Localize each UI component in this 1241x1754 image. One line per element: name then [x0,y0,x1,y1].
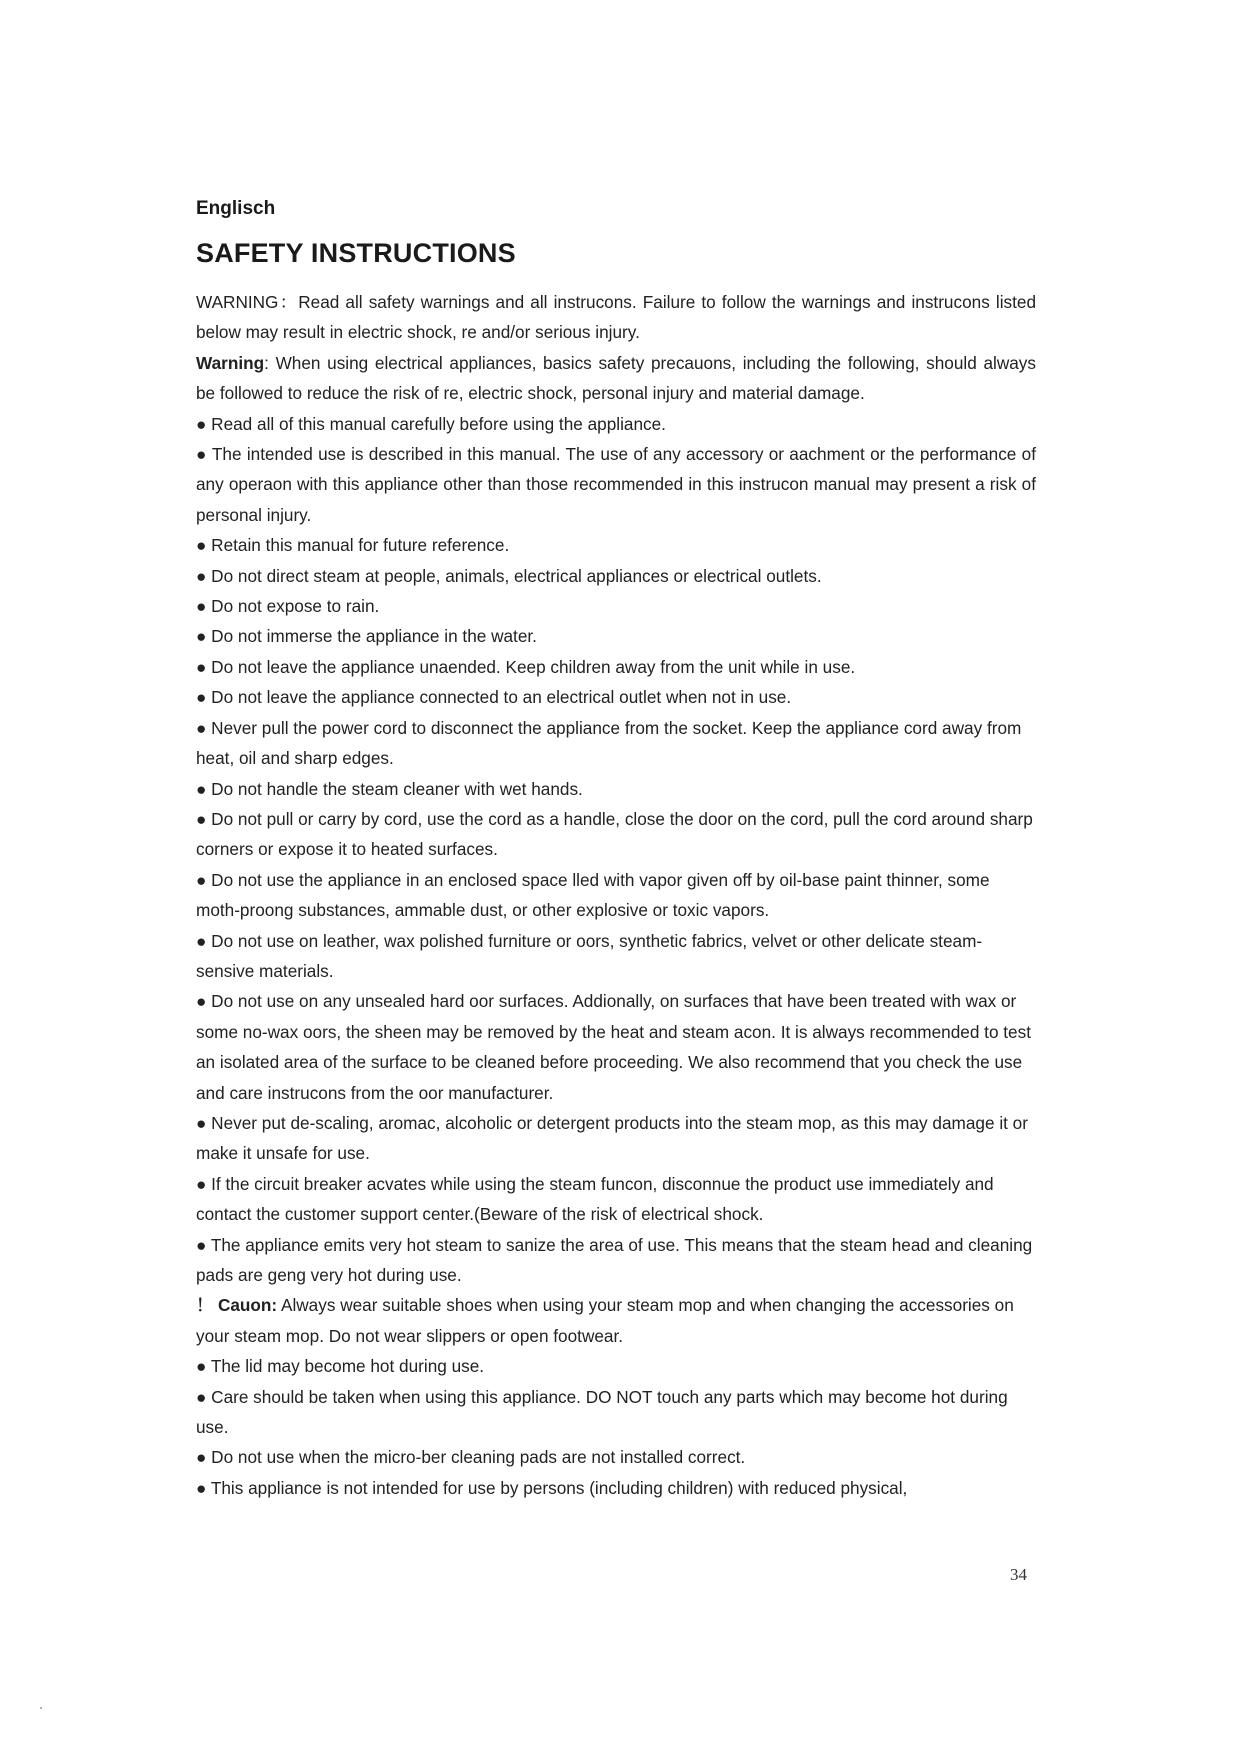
warning-paragraph [196,287,1036,348]
paragraph-text: ● Do not direct steam at people, animals, electrical appliances or electrical outlets. [196,565,822,586]
paragraph-text: ● Do not expose to rain. [196,596,380,617]
paragraph-text: Always wear suitable shoes when using your steam mop and when changing the accessories on your steam mop. Do not wear slippers or open footwear. [196,1295,1014,1346]
paragraph-text: ● Do not use on any unsealed hard oor surfaces. Addionally, on surfaces that have been treated with wax or some no-wax oors, the sheen may be removed by the heat and steam acon. It is always recommended to test an isolated area of the surface to be cleaned before proceeding. We also recommend that you check the use and care instrucons from the oor manufacturer. [196,991,1031,1103]
paragraph-text: ● Never pull the power cord to disconnect the appliance from the socket. Keep the appliance cord away from heat, oil and sharp edges. [196,717,1022,769]
bullet-item [196,713,1036,774]
bullet-item [196,591,1036,621]
paragraph-text: ● Care should be taken when using this appliance. DO NOT touch any parts which may become hot during use. [196,1386,1008,1438]
page-title: SAFETY INSTRUCTIONS [196,238,516,268]
paragraph-text: ● Do not immerse the appliance in the water. [196,626,537,647]
bullet-item [196,1442,1036,1472]
paragraph-text: ● Do not use on leather, wax polished furniture or oors, synthetic fabrics, velvet or other delicate steam-sensive materials. [196,930,983,981]
paragraph-text: ● Retain this manual for future reference. [196,535,510,556]
paragraph-text: ● The appliance emits very hot steam to sanize the area of use. This means that the steam head and cleaning pads are geng very hot during use. [196,1234,1033,1285]
safety-instructions-body [196,287,1036,1503]
language-label: Englisch [196,198,276,219]
paragraph-text: ● The intended use is described in this manual. The use of any accessory or aachment or the performance of any operaon with this appliance other than those recommended in this instrucon manual may present a risk of personal injury. [196,444,1036,525]
bullet-item [196,621,1036,651]
paragraph-text: ● Do not handle the steam cleaner with wet hands. [196,778,583,799]
paragraph-text: ● Do not use the appliance in an enclosed space lled with vapor given off by oil-base paint thinner, some moth-proong substances, ammable dust, or other explosive or toxic vapors. [196,869,990,921]
paragraph-text: ● The lid may become hot during use. [196,1356,485,1377]
caution-lead: ！ Cauon: [196,1295,278,1316]
paragraph-lead: Warning [196,352,265,373]
bullet-item [196,865,1036,926]
paragraph-text: : When using electrical appliances, basics safety precauons, including the following, should always be followed to reduce the risk of re, electric shock, personal injury and material damage. [196,352,1036,404]
warning-precautions-paragraph [196,348,1036,409]
bullet-item [196,804,1036,865]
bullet-item [196,530,1036,560]
page-number: 34 [1010,1565,1027,1584]
bullet-item [196,561,1036,591]
paragraph-text: ● Do not use when the micro-ber cleaning pads are not installed correct. [196,1447,746,1468]
bullet-item [196,1473,1036,1503]
caution-paragraph [196,1290,1036,1351]
scan-artifact-dot [40,1707,42,1709]
bullet-item [196,774,1036,804]
bullet-item [196,986,1036,1108]
bullet-item [196,1230,1036,1291]
bullet-item [196,682,1036,712]
bullet-item [196,1382,1036,1443]
paragraph-text: WARNING：Read all safety warnings and all instrucons. Failure to follow the warnings and instrucons listed below may result in electric shock, re and/or serious injury. [196,292,1036,343]
paragraph-text: ● Read all of this manual carefully before using the appliance. [196,413,666,434]
bullet-item [196,439,1036,530]
bullet-item [196,652,1036,682]
bullet-item [196,1169,1036,1230]
bullet-item [196,1351,1036,1381]
paragraph-text: ● This appliance is not intended for use by persons (including children) with reduced physical, [196,1477,908,1498]
paragraph-text: ● Do not leave the appliance unaended. Keep children away from the unit while in use. [196,656,856,677]
paragraph-text: ● If the circuit breaker acvates while using the steam funcon, disconnue the product use immediately and contact the customer support center.(Beware of the risk of electrical shock. [196,1173,994,1225]
paragraph-text: ● Do not pull or carry by cord, use the cord as a handle, close the door on the cord, pull the cord around sharp corners or expose it to heated surfaces. [196,808,1033,860]
bullet-item [196,409,1036,439]
paragraph-text: ● Do not leave the appliance connected to an electrical outlet when not in use. [196,687,792,708]
bullet-item [196,1108,1036,1169]
bullet-item [196,926,1036,987]
paragraph-text: ● Never put de-scaling, aromac, alcoholic or detergent products into the steam mop, as this may damage it or make it unsafe for use. [196,1112,1028,1164]
